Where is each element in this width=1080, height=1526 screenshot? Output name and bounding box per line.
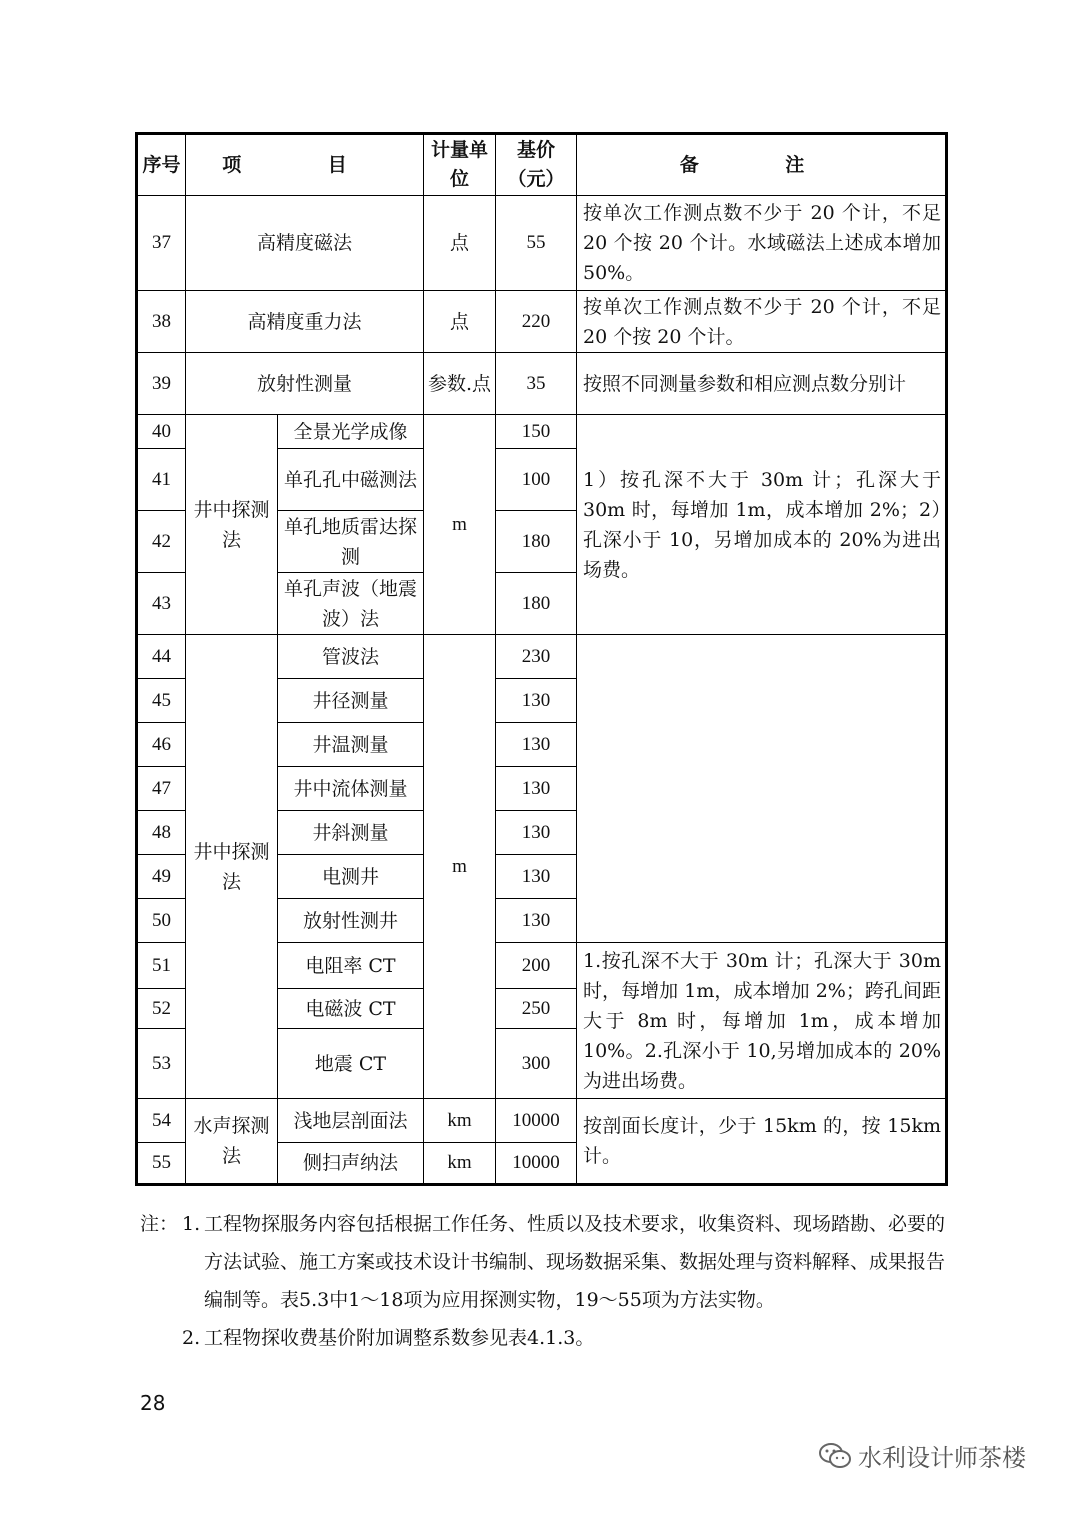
row-seq: 54 xyxy=(137,1099,186,1143)
group-unit: m xyxy=(424,635,496,1099)
row-price: 130 xyxy=(496,679,577,723)
table-row xyxy=(137,1099,947,1143)
row-price: 200 xyxy=(496,943,577,989)
row-price: 180 xyxy=(496,573,577,635)
row-seq: 39 xyxy=(137,353,186,415)
page-number: 28 xyxy=(140,1391,166,1415)
row-seq: 51 xyxy=(137,943,186,989)
row-seq: 55 xyxy=(137,1143,186,1185)
row-price: 250 xyxy=(496,989,577,1029)
row-method: 井温测量 xyxy=(278,723,424,767)
note-2 xyxy=(140,1319,960,1357)
row-unit: km xyxy=(424,1099,496,1143)
row-remark: 按照不同测量参数和相应测点数分别计 xyxy=(577,353,947,415)
row-seq: 50 xyxy=(137,899,186,943)
row-method: 井斜测量 xyxy=(278,811,424,855)
row-item: 高精度重力法 xyxy=(186,291,424,353)
group-category: 井中探测法 xyxy=(186,635,278,1099)
group-remark: 1）按孔深不大于 30m 计；孔深大于 30m 时，每增加 1m，成本增加 2%；2）孔深小于 10，另增加成本的 20%为进出场费。 xyxy=(577,415,947,635)
group-unit: m xyxy=(424,415,496,635)
row-unit: 参数.点 xyxy=(424,353,496,415)
header-price: 基价（元） xyxy=(496,134,577,196)
group-remark-empty xyxy=(577,635,947,943)
note-1-number: 1. xyxy=(182,1213,201,1235)
row-seq: 46 xyxy=(137,723,186,767)
row-method: 放射性测井 xyxy=(278,899,424,943)
row-item: 放射性测量 xyxy=(186,353,424,415)
row-method: 单孔孔中磁测法 xyxy=(278,449,424,511)
row-unit: km xyxy=(424,1143,496,1185)
row-method: 电阻率 CT xyxy=(278,943,424,989)
header-unit: 计量单位 xyxy=(424,134,496,196)
row-seq: 47 xyxy=(137,767,186,811)
row-method: 单孔声波（地震波）法 xyxy=(278,573,424,635)
row-seq: 48 xyxy=(137,811,186,855)
row-price: 35 xyxy=(496,353,577,415)
note-2-text: 工程物探收费基价附加调整系数参见表4.1.3。 xyxy=(204,1327,595,1349)
row-price: 130 xyxy=(496,723,577,767)
row-seq: 41 xyxy=(137,449,186,511)
row-method: 侧扫声纳法 xyxy=(278,1143,424,1185)
row-method: 管波法 xyxy=(278,635,424,679)
row-method: 电磁波 CT xyxy=(278,989,424,1029)
row-price: 130 xyxy=(496,855,577,899)
header-remark: 备 注 xyxy=(577,134,947,196)
group-category: 井中探测法 xyxy=(186,415,278,635)
chat-bubble-icon xyxy=(818,1442,852,1470)
row-seq: 42 xyxy=(137,511,186,573)
row-price: 150 xyxy=(496,415,577,449)
row-unit: 点 xyxy=(424,196,496,291)
header-seq: 序号 xyxy=(137,134,186,196)
row-price: 300 xyxy=(496,1029,577,1099)
row-price: 130 xyxy=(496,767,577,811)
row-item: 高精度磁法 xyxy=(186,196,424,291)
group-remark: 1.按孔深不大于 30m 计；孔深大于 30m 时，每增加 1m，成本增加 2%；跨孔间距大于 8m 时，每增加 1m，成本增加 10%。2.孔深小于 10,另增加成本的 20%为进出场费。 xyxy=(577,943,947,1099)
row-price: 220 xyxy=(496,291,577,353)
group-remark: 按剖面长度计，少于 15km 的，按 15km 计。 xyxy=(577,1099,947,1185)
watermark-text: 水利设计师茶楼 xyxy=(858,1444,1026,1472)
row-seq: 53 xyxy=(137,1029,186,1099)
row-price: 10000 xyxy=(496,1143,577,1185)
table-row xyxy=(137,353,947,415)
table-row xyxy=(137,635,947,679)
table-row xyxy=(137,196,947,291)
row-price: 230 xyxy=(496,635,577,679)
row-unit: 点 xyxy=(424,291,496,353)
row-method: 单孔地质雷达探测 xyxy=(278,511,424,573)
row-seq: 52 xyxy=(137,989,186,1029)
row-method: 电测井 xyxy=(278,855,424,899)
row-remark: 按单次工作测点数不少于 20 个计，不足 20 个按 20 个计。 xyxy=(577,291,947,353)
table-header-row xyxy=(137,134,947,196)
row-seq: 40 xyxy=(137,415,186,449)
note-1 xyxy=(140,1205,960,1319)
row-method: 井径测量 xyxy=(278,679,424,723)
group-category: 水声探测法 xyxy=(186,1099,278,1185)
note-1-text: 工程物探服务内容包括根据工作任务、性质以及技术要求，收集资料、现场踏勘、必要的方法试验、施工方案或技术设计书编制、现场数据采集、数据处理与资料解释、成果报告编制等。表5.3中1～18项为应用探测实物，19～55项为方法实物。 xyxy=(204,1213,946,1311)
row-price: 10000 xyxy=(496,1099,577,1143)
row-method: 全景光学成像 xyxy=(278,415,424,449)
row-seq: 49 xyxy=(137,855,186,899)
row-seq: 43 xyxy=(137,573,186,635)
table-notes xyxy=(140,1205,960,1357)
row-price: 55 xyxy=(496,196,577,291)
row-method: 井中流体测量 xyxy=(278,767,424,811)
row-seq: 44 xyxy=(137,635,186,679)
row-seq: 45 xyxy=(137,679,186,723)
row-seq: 38 xyxy=(137,291,186,353)
row-price: 100 xyxy=(496,449,577,511)
note-prefix: 注： xyxy=(140,1213,179,1235)
watermark xyxy=(818,1438,1026,1473)
row-method: 地震 CT xyxy=(278,1029,424,1099)
row-price: 130 xyxy=(496,811,577,855)
fee-table xyxy=(135,132,948,1186)
row-seq: 37 xyxy=(137,196,186,291)
row-remark: 按单次工作测点数不少于 20 个计，不足 20 个按 20 个计。水域磁法上述成本增加 50%。 xyxy=(577,196,947,291)
row-price: 130 xyxy=(496,899,577,943)
note-2-number: 2. xyxy=(182,1327,201,1349)
row-price: 180 xyxy=(496,511,577,573)
row-method: 浅地层剖面法 xyxy=(278,1099,424,1143)
table-row xyxy=(137,291,947,353)
header-item: 项 目 xyxy=(186,134,424,196)
table-row xyxy=(137,415,947,449)
